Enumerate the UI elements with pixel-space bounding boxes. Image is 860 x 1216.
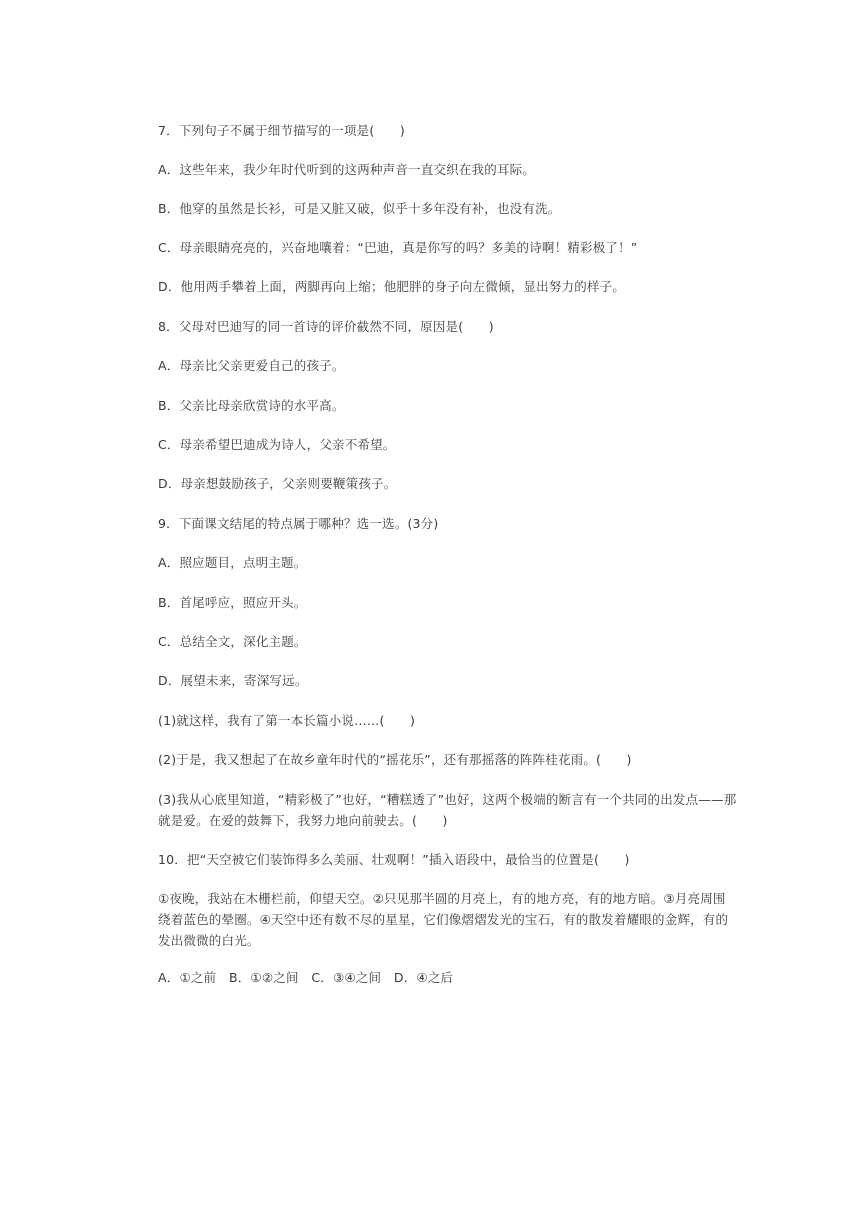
question-9-item-3: (3)我从心底里知道，“精彩极了”也好，“糟糕透了”也好，这两个极端的断言有一个共同的出发点——那就是爱。在爱的鼓舞下，我努力地向前驶去。( ) [158, 792, 737, 828]
question-7-option-b: B．他穿的虽然是长衫，可是又脏又破，似乎十多年没有补，也没有洗。 [158, 201, 561, 216]
question-9-option-c: C．总结全文，深化主题。 [158, 634, 307, 649]
question-7-option-d: D．他用两手攀着上面，两脚再向上缩；他肥胖的身子向左微倾，显出努力的样子。 [158, 279, 626, 294]
question-9-item-1: (1)就这样，我有了第一本长篇小说……( ) [158, 713, 416, 728]
question-8-option-b: B．父亲比母亲欣赏诗的水平高。 [158, 398, 345, 413]
question-10-stem: 10．把“天空被它们装饰得多么美丽、壮观啊！”插入语段中，最恰当的位置是( ) [158, 852, 630, 867]
question-8-option-a: A．母亲比父亲更爱自己的孩子。 [158, 358, 345, 373]
question-8-stem: 8．父母对巴迪写的同一首诗的评价截然不同，原因是( ) [158, 319, 494, 334]
question-9-stem: 9．下面课文结尾的特点属于哪种？选一选。(3分) [158, 516, 439, 531]
question-9-option-d: D．展望未来，寄深写远。 [158, 673, 308, 688]
question-10-passage: ①夜晚，我站在木栅栏前，仰望天空。②只见那半圆的月亮上，有的地方亮，有的地方暗。③月亮周围绕着蓝色的晕圈。④天空中还有数不尽的星星，它们像熠熠发光的宝石，有的散发着耀眼的金辉，有的发出微微的白光。 [158, 891, 729, 948]
question-7-option-c: C．母亲眼睛亮亮的，兴奋地嚷着：“巴迪，真是你写的吗？多美的诗啊！精彩极了！” [158, 240, 638, 255]
question-7-option-a: A．这些年来，我少年时代听到的这两种声音一直交织在我的耳际。 [158, 162, 536, 177]
question-10-options: A．①之前 B．①②之间 C．③④之间 D．④之后 [158, 970, 454, 985]
question-9-option-a: A．照应题目，点明主题。 [158, 555, 307, 570]
question-9-option-b: B．首尾呼应，照应开头。 [158, 595, 307, 610]
question-8-option-c: C．母亲希望巴迪成为诗人，父亲不希望。 [158, 437, 396, 452]
question-7-stem: 7．下列句子不属于细节描写的一项是( ) [158, 123, 405, 138]
question-8-option-d: D．母亲想鼓励孩子，父亲则要鞭策孩子。 [158, 476, 397, 491]
question-9-item-2: (2)于是，我又想起了在故乡童年时代的“摇花乐”，还有那摇落的阵阵桂花雨。( ) [158, 752, 632, 767]
